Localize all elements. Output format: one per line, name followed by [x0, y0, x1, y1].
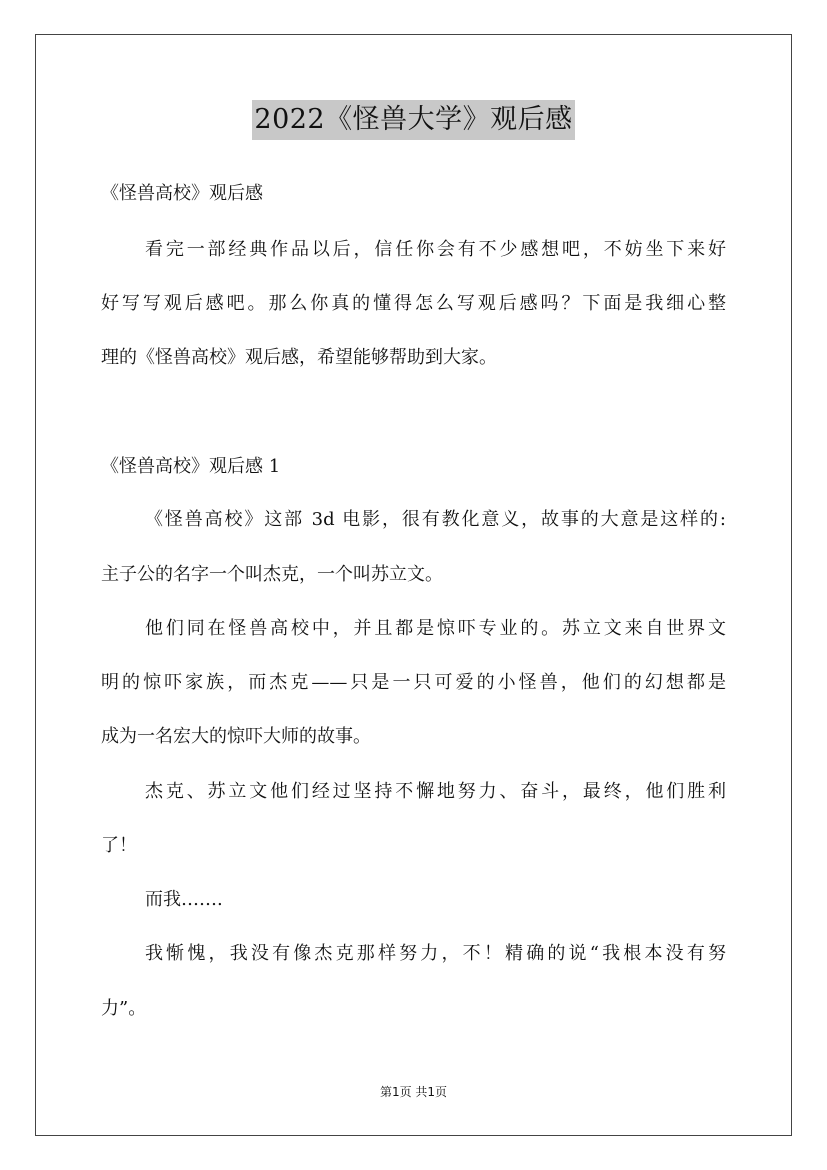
paragraph-line: 明的惊吓家族，而杰克——只是一只可爱的小怪兽，他们的幻想都是	[101, 672, 726, 693]
paragraph-line: 杰克、苏立文他们经过坚持不懈地努力、奋斗，最终，他们胜利	[145, 781, 726, 802]
intro-line: 好写写观后感吧。那么你真的懂得怎么写观后感吗？下面是我细心整	[101, 293, 726, 314]
paragraph-line: 他们同在怪兽高校中，并且都是惊吓专业的。苏立文来自世界文	[145, 618, 726, 639]
paragraph-line: 我惭愧，我没有像杰克那样努力，不！精确的说“我根本没有努	[145, 943, 726, 964]
section-heading: 《怪兽高校》观后感 1	[101, 456, 281, 477]
paragraph-line: 主子公的名字一个叫杰克，一个叫苏立文。	[101, 564, 443, 585]
paragraph-line: 《怪兽高校》这部 3d 电影，很有教化意义，故事的大意是这样的:	[145, 509, 726, 530]
intro-line: 看完一部经典作品以后，信任你会有不少感想吧，不妨坐下来好	[145, 239, 726, 260]
page-number: 第1页 共1页	[379, 1085, 448, 1099]
paragraph-line: 力”。	[101, 998, 147, 1019]
title-container	[0, 100, 827, 140]
intro-heading: 《怪兽高校》观后感	[101, 183, 263, 204]
intro-line: 理的《怪兽高校》观后感，希望能够帮助到大家。	[101, 347, 497, 368]
paragraph-line: 成为一名宏大的惊吓大师的故事。	[101, 726, 371, 747]
paragraph-line: 而我…….	[145, 889, 223, 910]
paragraph-line: 了！	[101, 835, 137, 856]
document-title: 2022《怪兽大学》观后感	[252, 100, 574, 140]
